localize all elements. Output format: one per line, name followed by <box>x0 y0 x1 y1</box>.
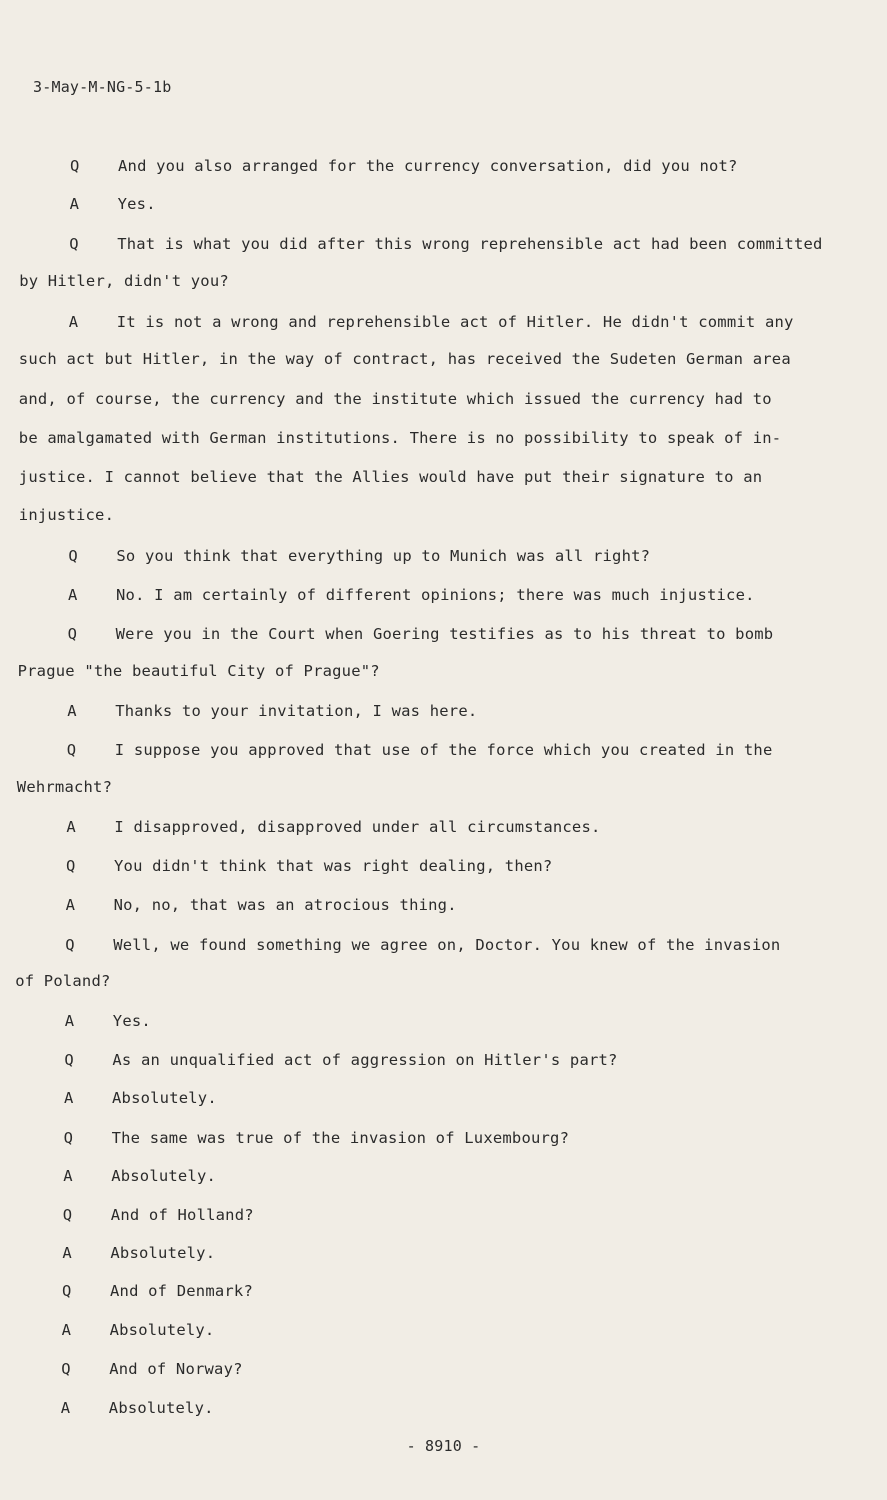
speaker-label: Q <box>62 1282 72 1300</box>
speaker-label: Q <box>63 1129 74 1147</box>
transcript-line: Absolutely. <box>108 1399 214 1417</box>
transcript-line: Absolutely. <box>110 1244 216 1262</box>
transcript-line: Prague "the beautiful City of Prague"? <box>17 662 380 680</box>
transcript-line: justice. I cannot believe that the Allies would have put their signature to an <box>18 468 763 486</box>
transcript-line: The same was true of the invasion of Luxembourg? <box>111 1129 570 1147</box>
transcript-line: And of Holland? <box>110 1206 254 1224</box>
speaker-label: A <box>60 1399 71 1417</box>
transcript-line: Absolutely. <box>109 1321 215 1339</box>
speaker-label: Q <box>69 235 79 253</box>
speaker-label: A <box>64 1012 75 1030</box>
transcript-line: Well, we found something we agree on, Doctor. You knew of the invasion <box>113 936 781 954</box>
transcript-line: be amalgamated with German institutions. There is no possibility to speak of in- <box>18 429 782 447</box>
speaker-label: A <box>64 1089 74 1107</box>
transcript-line: Yes. <box>117 195 156 213</box>
transcript-line: It is not a wrong and reprehensible act of Hitler. He didn't commit any <box>116 313 794 331</box>
transcript-line: by Hitler, didn't you? <box>19 272 229 290</box>
transcript-line: and, of course, the currency and the institute which issued the currency had to <box>18 390 772 408</box>
speaker-label: Q <box>66 857 76 875</box>
transcript-line: Wehrmacht? <box>16 778 113 796</box>
transcript-line: And you also arranged for the currency conversation, did you not? <box>118 157 738 175</box>
speaker-label: A <box>66 818 76 836</box>
transcript-line: of Poland? <box>15 972 111 990</box>
speaker-label: A <box>61 1321 72 1339</box>
transcript-line: Thanks to your invitation, I was here. <box>115 702 478 720</box>
speaker-label: Q <box>64 1051 74 1069</box>
transcript-line: And of Denmark? <box>110 1282 253 1300</box>
speaker-label: A <box>63 1167 73 1185</box>
transcript-line: I suppose you approved that use of the force which you created in the <box>114 741 773 759</box>
transcript-line: such act but Hitler, in the way of contract, has received the Sudeten German area <box>18 350 791 368</box>
speaker-label: Q <box>68 547 78 565</box>
transcript-line: Absolutely. <box>111 1167 217 1185</box>
transcript-line: You didn't think that was right dealing, then? <box>114 857 553 875</box>
speaker-label: Q <box>66 741 77 759</box>
transcript-line: And of Norway? <box>109 1360 243 1378</box>
speaker-label: A <box>68 313 79 331</box>
speaker-label: A <box>67 702 77 720</box>
transcript-line: That is what you did after this wrong reprehensible act had been committed <box>117 235 823 253</box>
document-reference: 3-May-M-NG-5-1b <box>33 78 172 96</box>
transcript-line: No, no, that was an atrocious thing. <box>113 896 457 914</box>
transcript-line: As an unqualified act of aggression on Hitler's part? <box>112 1051 618 1069</box>
transcript-line: No. I am certainly of different opinions; there was much injustice. <box>116 586 755 604</box>
speaker-label: A <box>65 896 76 914</box>
speaker-label: Q <box>65 936 75 954</box>
transcript-line: I disapproved, disapproved under all circumstances. <box>114 818 601 836</box>
speaker-label: A <box>68 586 78 604</box>
transcript-line: Absolutely. <box>112 1089 217 1107</box>
speaker-label: Q <box>70 157 80 175</box>
speaker-label: Q <box>67 625 78 643</box>
transcript-line: Were you in the Court when Goering testifies as to his threat to bomb <box>115 625 774 643</box>
speaker-label: A <box>69 195 80 213</box>
transcript-line: Yes. <box>112 1012 151 1030</box>
transcript-line: So you think that everything up to Munich was all right? <box>116 547 651 565</box>
speaker-label: Q <box>62 1206 73 1224</box>
speaker-label: A <box>62 1244 72 1262</box>
page-number: - 8910 - <box>406 1437 481 1455</box>
speaker-label: Q <box>61 1360 71 1378</box>
transcript-line: injustice. <box>18 506 115 524</box>
